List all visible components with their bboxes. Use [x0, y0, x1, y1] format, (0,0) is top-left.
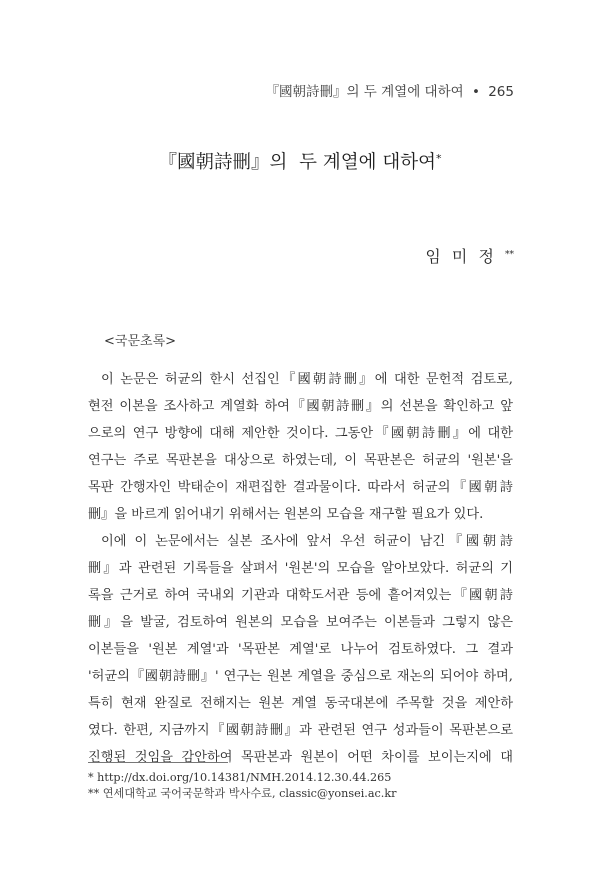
author-name: 임 미 정 — [425, 247, 497, 266]
abstract-line: 이 논문은 허균의 한시 선집인『國朝詩刪』에 대한 문헌적 검토로, — [101, 372, 513, 387]
footnotes — [88, 770, 396, 802]
footnote-doi: * http://dx.doi.org/10.14381/NMH.2014.12.30.44.265 — [88, 771, 392, 784]
abstract-line: 현전 이본을 조사하고 계열화 하여『國朝詩刪』의 선본을 확인하고 앞 — [88, 399, 513, 414]
paper-title — [0, 148, 600, 174]
abstract-line: 목판 간행자인 박태순이 재편집한 결과물이다. 따라서 허균의『國朝詩 — [88, 480, 513, 495]
footnote-author-affiliation: ** 연세대학교 국어국문학과 박사수료, classic@yonsei.ac.kr — [88, 787, 397, 800]
abstract-line: 刪』과 관련된 기록들을 살펴서 '원본'의 모습을 알아보았다. 허균의 기 — [88, 561, 513, 576]
abstract-line: 연구는 주로 목판본을 대상으로 하였는데, 이 목판본은 허균의 '원본'을 — [88, 453, 513, 468]
author-footnote-mark: ** — [505, 250, 514, 260]
footnote-divider — [88, 762, 228, 763]
abstract-label: <국문초록> — [104, 334, 177, 349]
title-footnote-mark: * — [436, 152, 442, 165]
abstract-line: 刪』을 발굴, 검토하여 원본의 모습을 보여주는 이본들과 그렇지 않은 — [88, 615, 513, 630]
page-number: 265 — [488, 84, 514, 100]
abstract-line: 특히 현재 완질로 전해지는 원본 계열 동국대본에 주목할 것을 제안하 — [88, 696, 513, 711]
paper-title-text: 『國朝詩刪』의 두 계열에 대하여 — [158, 152, 436, 173]
running-header — [265, 80, 514, 100]
abstract-line: 이에 이 논문에서는 실본 조사에 앞서 우선 허균이 남긴『國朝詩 — [101, 534, 513, 549]
abstract-line: 으로의 연구 방향에 대해 제안한 것이다. 그동안『國朝詩刪』에 대한 — [88, 426, 513, 441]
header-bullet: • — [471, 84, 480, 100]
abstract-line: 刪』을 바르게 읽어내기 위해서는 원본의 모습을 재구할 필요가 있다. — [88, 507, 484, 522]
abstract-line: 록을 근거로 하여 국내외 기관과 대학도서관 등에 흩어져있는『國朝詩 — [88, 588, 513, 603]
abstract-line: '허균의『國朝詩刪』' 연구는 원본 계열을 중심으로 재논의 되어야 하며, — [88, 669, 513, 684]
abstract-body — [88, 366, 513, 771]
running-title: 『國朝詩刪』의 두 계열에 대하여 — [265, 84, 464, 100]
abstract-line: 이본들을 '원본 계열'과 '목판본 계열'로 나누어 검토하였다. 그 결과 — [88, 642, 513, 657]
author — [425, 244, 514, 267]
abstract-line: 진행된 것임을 감안하여 목판본과 원본이 어떤 차이를 보이는지에 대 — [88, 750, 513, 765]
abstract-line: 였다. 한편, 지금까지『國朝詩刪』과 관련된 연구 성과들이 목판본으로 — [88, 723, 513, 738]
